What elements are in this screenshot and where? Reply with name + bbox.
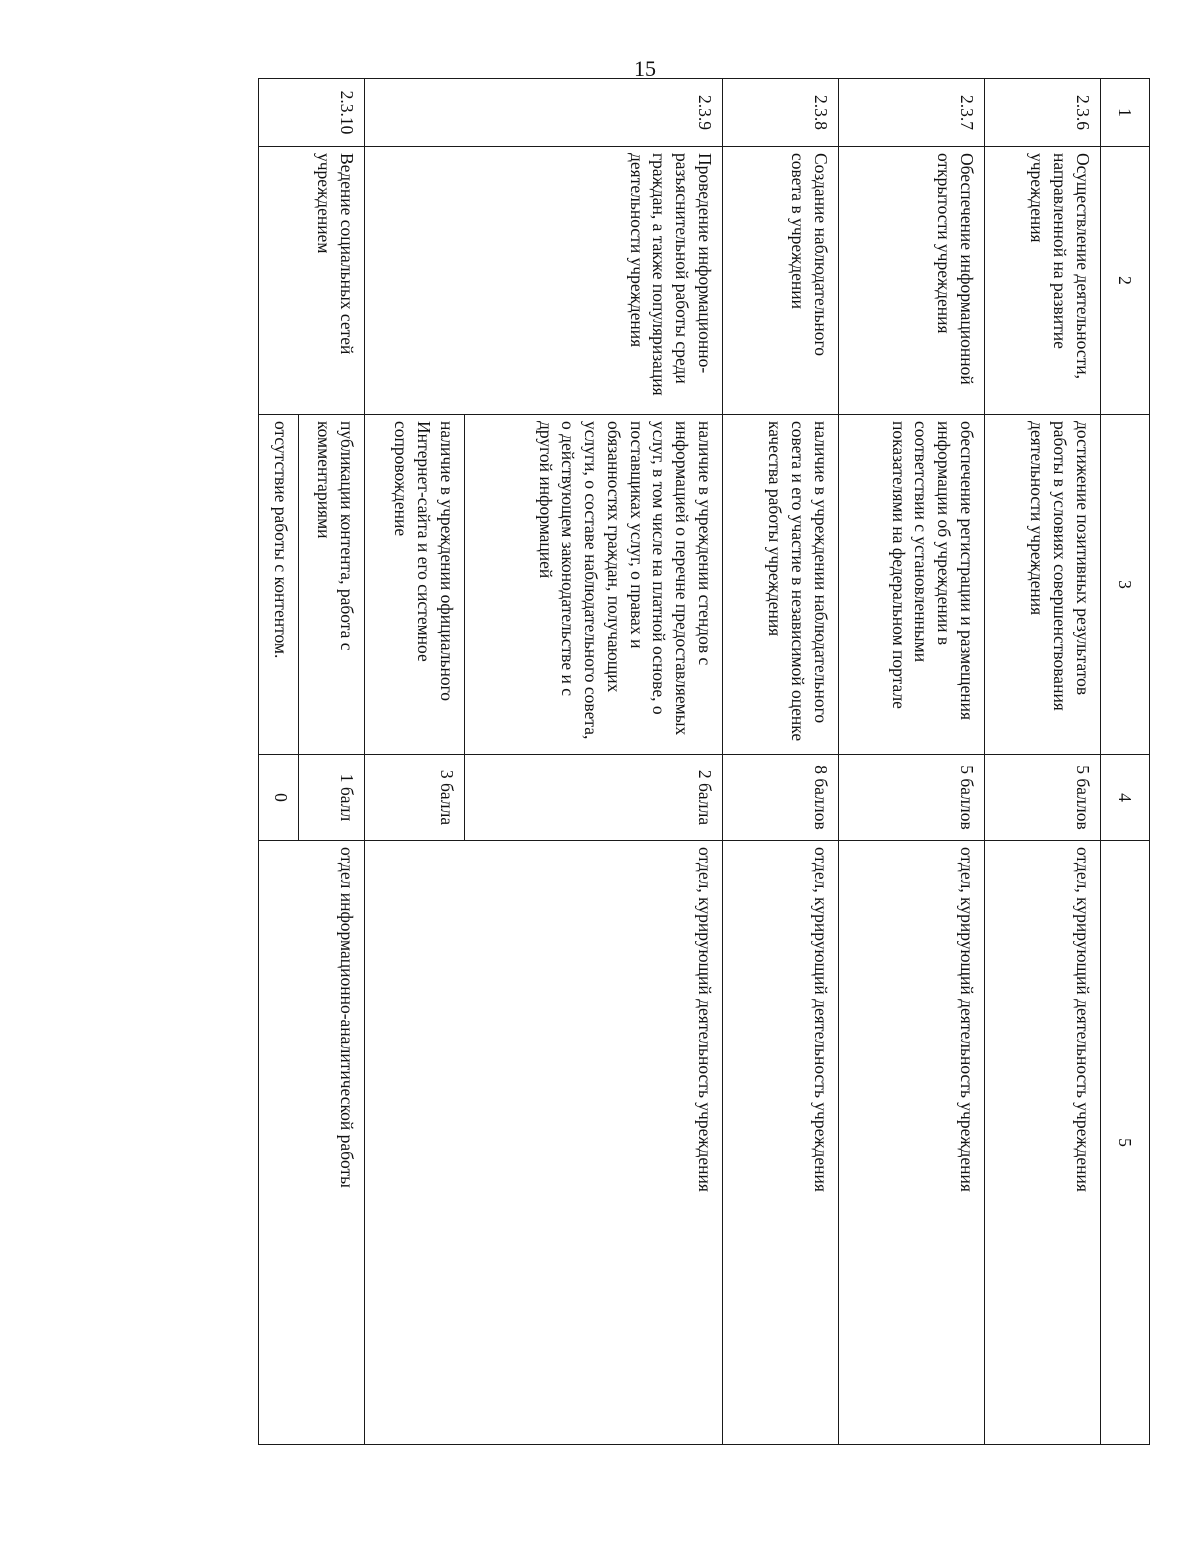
score-value: 8 баллов (723, 755, 839, 841)
criterion-text: наличие в учреждении стендов с информацией о перечне предоставляемых услуг, в том числе на платной основе, о поставщиках услуг, о правах и обязанностях граждан, получающих услуги, о составе наблюдательного совета, о действующем законодательстве и с другой информацией (465, 415, 723, 755)
criterion-text: достижение позитивных результатов работы в условиях совершенствования деятельности учреждения (985, 415, 1101, 755)
criterion-text: отсутствие работы с контентом. (259, 415, 299, 755)
criterion-text: наличие в учреждении официального Интернет-сайта и его системное сопровождение (365, 415, 465, 755)
score-value: 2 балла (465, 755, 723, 841)
header-row (1101, 79, 1150, 1445)
header-col-1: 1 (1101, 79, 1150, 147)
row-number: 2.3.9 (365, 79, 723, 147)
table-row (299, 79, 365, 1445)
score-value: 5 баллов (985, 755, 1101, 841)
criteria-table (258, 78, 1150, 1445)
score-value: 0 (259, 755, 299, 841)
responsible-unit: отдел, курирующий деятельность учреждения (839, 841, 985, 1445)
responsible-unit: отдел, курирующий деятельность учреждения (723, 841, 839, 1445)
header-col-5: 5 (1101, 841, 1150, 1445)
row-number: 2.3.8 (723, 79, 839, 147)
indicator-name: Обеспечение информационной открытости учреждения (839, 147, 985, 415)
rotated-table-wrapper (150, 78, 1150, 1444)
responsible-unit: отдел, курирующий деятельность учреждения (985, 841, 1101, 1445)
header-col-2: 2 (1101, 147, 1150, 415)
page-number: 15 (634, 56, 656, 81)
score-value: 5 баллов (839, 755, 985, 841)
criterion-text: наличие в учреждении наблюдательного совета и его участие в независимой оценке качества работы учреждения (723, 415, 839, 755)
indicator-name: Проведение информационно-разъяснительной работы среди граждан, а также популяризация деятельности учреждения (365, 147, 723, 415)
score-value: 1 балл (299, 755, 365, 841)
criterion-text: публикации контента, работа с комментариями (299, 415, 365, 755)
header-col-3: 3 (1101, 415, 1150, 755)
responsible-unit: отдел информационно-аналитической работы (259, 841, 365, 1445)
table-row (723, 79, 839, 1445)
table-row (839, 79, 985, 1445)
indicator-name: Ведение социальных сетей учреждением (259, 147, 365, 415)
row-number: 2.3.6 (985, 79, 1101, 147)
responsible-unit: отдел, курирующий деятельность учреждения (365, 841, 723, 1445)
header-col-4: 4 (1101, 755, 1150, 841)
score-value: 3 балла (365, 755, 465, 841)
indicator-name: Создание наблюдательного совета в учреждении (723, 147, 839, 415)
table-row (465, 79, 723, 1445)
row-number: 2.3.7 (839, 79, 985, 147)
row-number: 2.3.10 (259, 79, 365, 147)
criterion-text: обеспечение регистрации и размещения информации об учреждении в соответствии с установленными показателями на федеральном портале (839, 415, 985, 755)
table-row (985, 79, 1101, 1445)
indicator-name: Осуществление деятельности, направленной на развитие учреждения (985, 147, 1101, 415)
